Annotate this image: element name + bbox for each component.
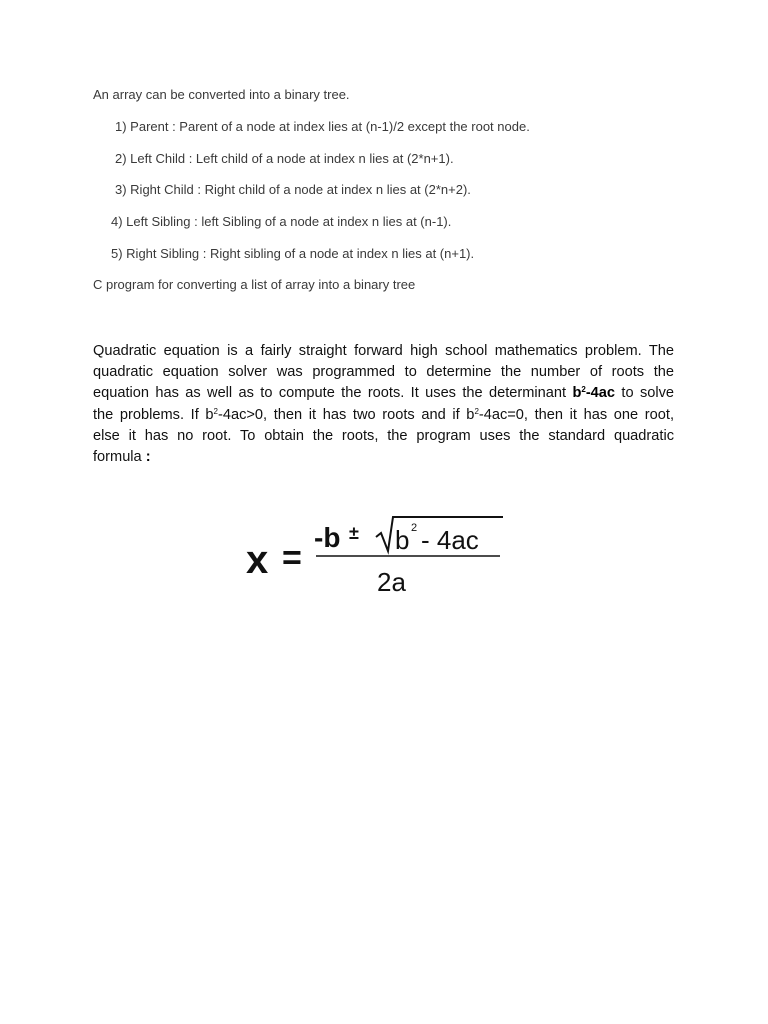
paragraph-line xyxy=(93,447,674,468)
rule-left-child: 2) Left Child : Left child of a node at index n lies at (2*n+1). xyxy=(115,151,454,166)
exponent: 2 xyxy=(474,406,479,416)
radicand-rest: - 4ac xyxy=(421,525,479,555)
radicand-exponent: 2 xyxy=(411,522,418,534)
paragraph-text: formula xyxy=(93,448,142,465)
formula-denominator: 2a xyxy=(377,567,406,597)
paragraph-line xyxy=(93,383,674,404)
determinant-term xyxy=(572,385,615,401)
formula-minus-b: -b xyxy=(314,522,341,553)
determinant-rest: -4ac xyxy=(585,385,616,402)
paragraph-line: Quadratic equation is a fairly straight forward high school mathematics problem. The xyxy=(93,343,674,359)
paragraph-line: quadratic equation solver was programmed to determine the number of roots the xyxy=(93,364,674,381)
paragraph-text: to solve xyxy=(621,385,675,402)
formula-colon: : xyxy=(141,448,151,465)
formula-equals: = xyxy=(282,539,302,577)
exponent: 2 xyxy=(213,406,218,416)
formula-x: x xyxy=(246,538,269,582)
intro-text: An array can be converted into a binary tree. xyxy=(93,87,350,102)
rule-parent: 1) Parent : Parent of a node at index lies at (n-1)/2 except the root node. xyxy=(115,119,530,134)
closing-text: C program for converting a list of array into a binary tree xyxy=(93,277,416,292)
determinant-base: b xyxy=(572,385,582,402)
radicand-base: b xyxy=(395,525,410,555)
paragraph-line: else it has no root. To obtain the roots, the program uses the standard quadratic xyxy=(93,427,674,444)
paragraph-text: -4ac>0, then it has two roots and if b xyxy=(218,406,475,423)
paragraph-text: equation has as well as to compute the roots. It uses the determinant xyxy=(93,385,567,402)
rule-left-sibling: 4) Left Sibling : left Sibling of a node at index n lies at (n-1). xyxy=(111,214,452,229)
paragraph-line xyxy=(93,405,674,426)
rule-right-sibling: 5) Right Sibling : Right sibling of a node at index n lies at (n+1). xyxy=(111,246,475,261)
quadratic-formula-image xyxy=(238,505,518,605)
paragraph-text: -4ac=0, then it has one root, xyxy=(478,406,675,423)
quadratic-paragraph xyxy=(93,341,674,468)
rule-right-child: 3) Right Child : Right child of a node at index n lies at (2*n+2). xyxy=(115,182,471,197)
formula-plus-minus: ± xyxy=(349,523,359,543)
quadratic-formula xyxy=(238,505,518,605)
determinant-exponent: 2 xyxy=(581,385,586,395)
paragraph-text: the problems. If b xyxy=(93,406,214,423)
